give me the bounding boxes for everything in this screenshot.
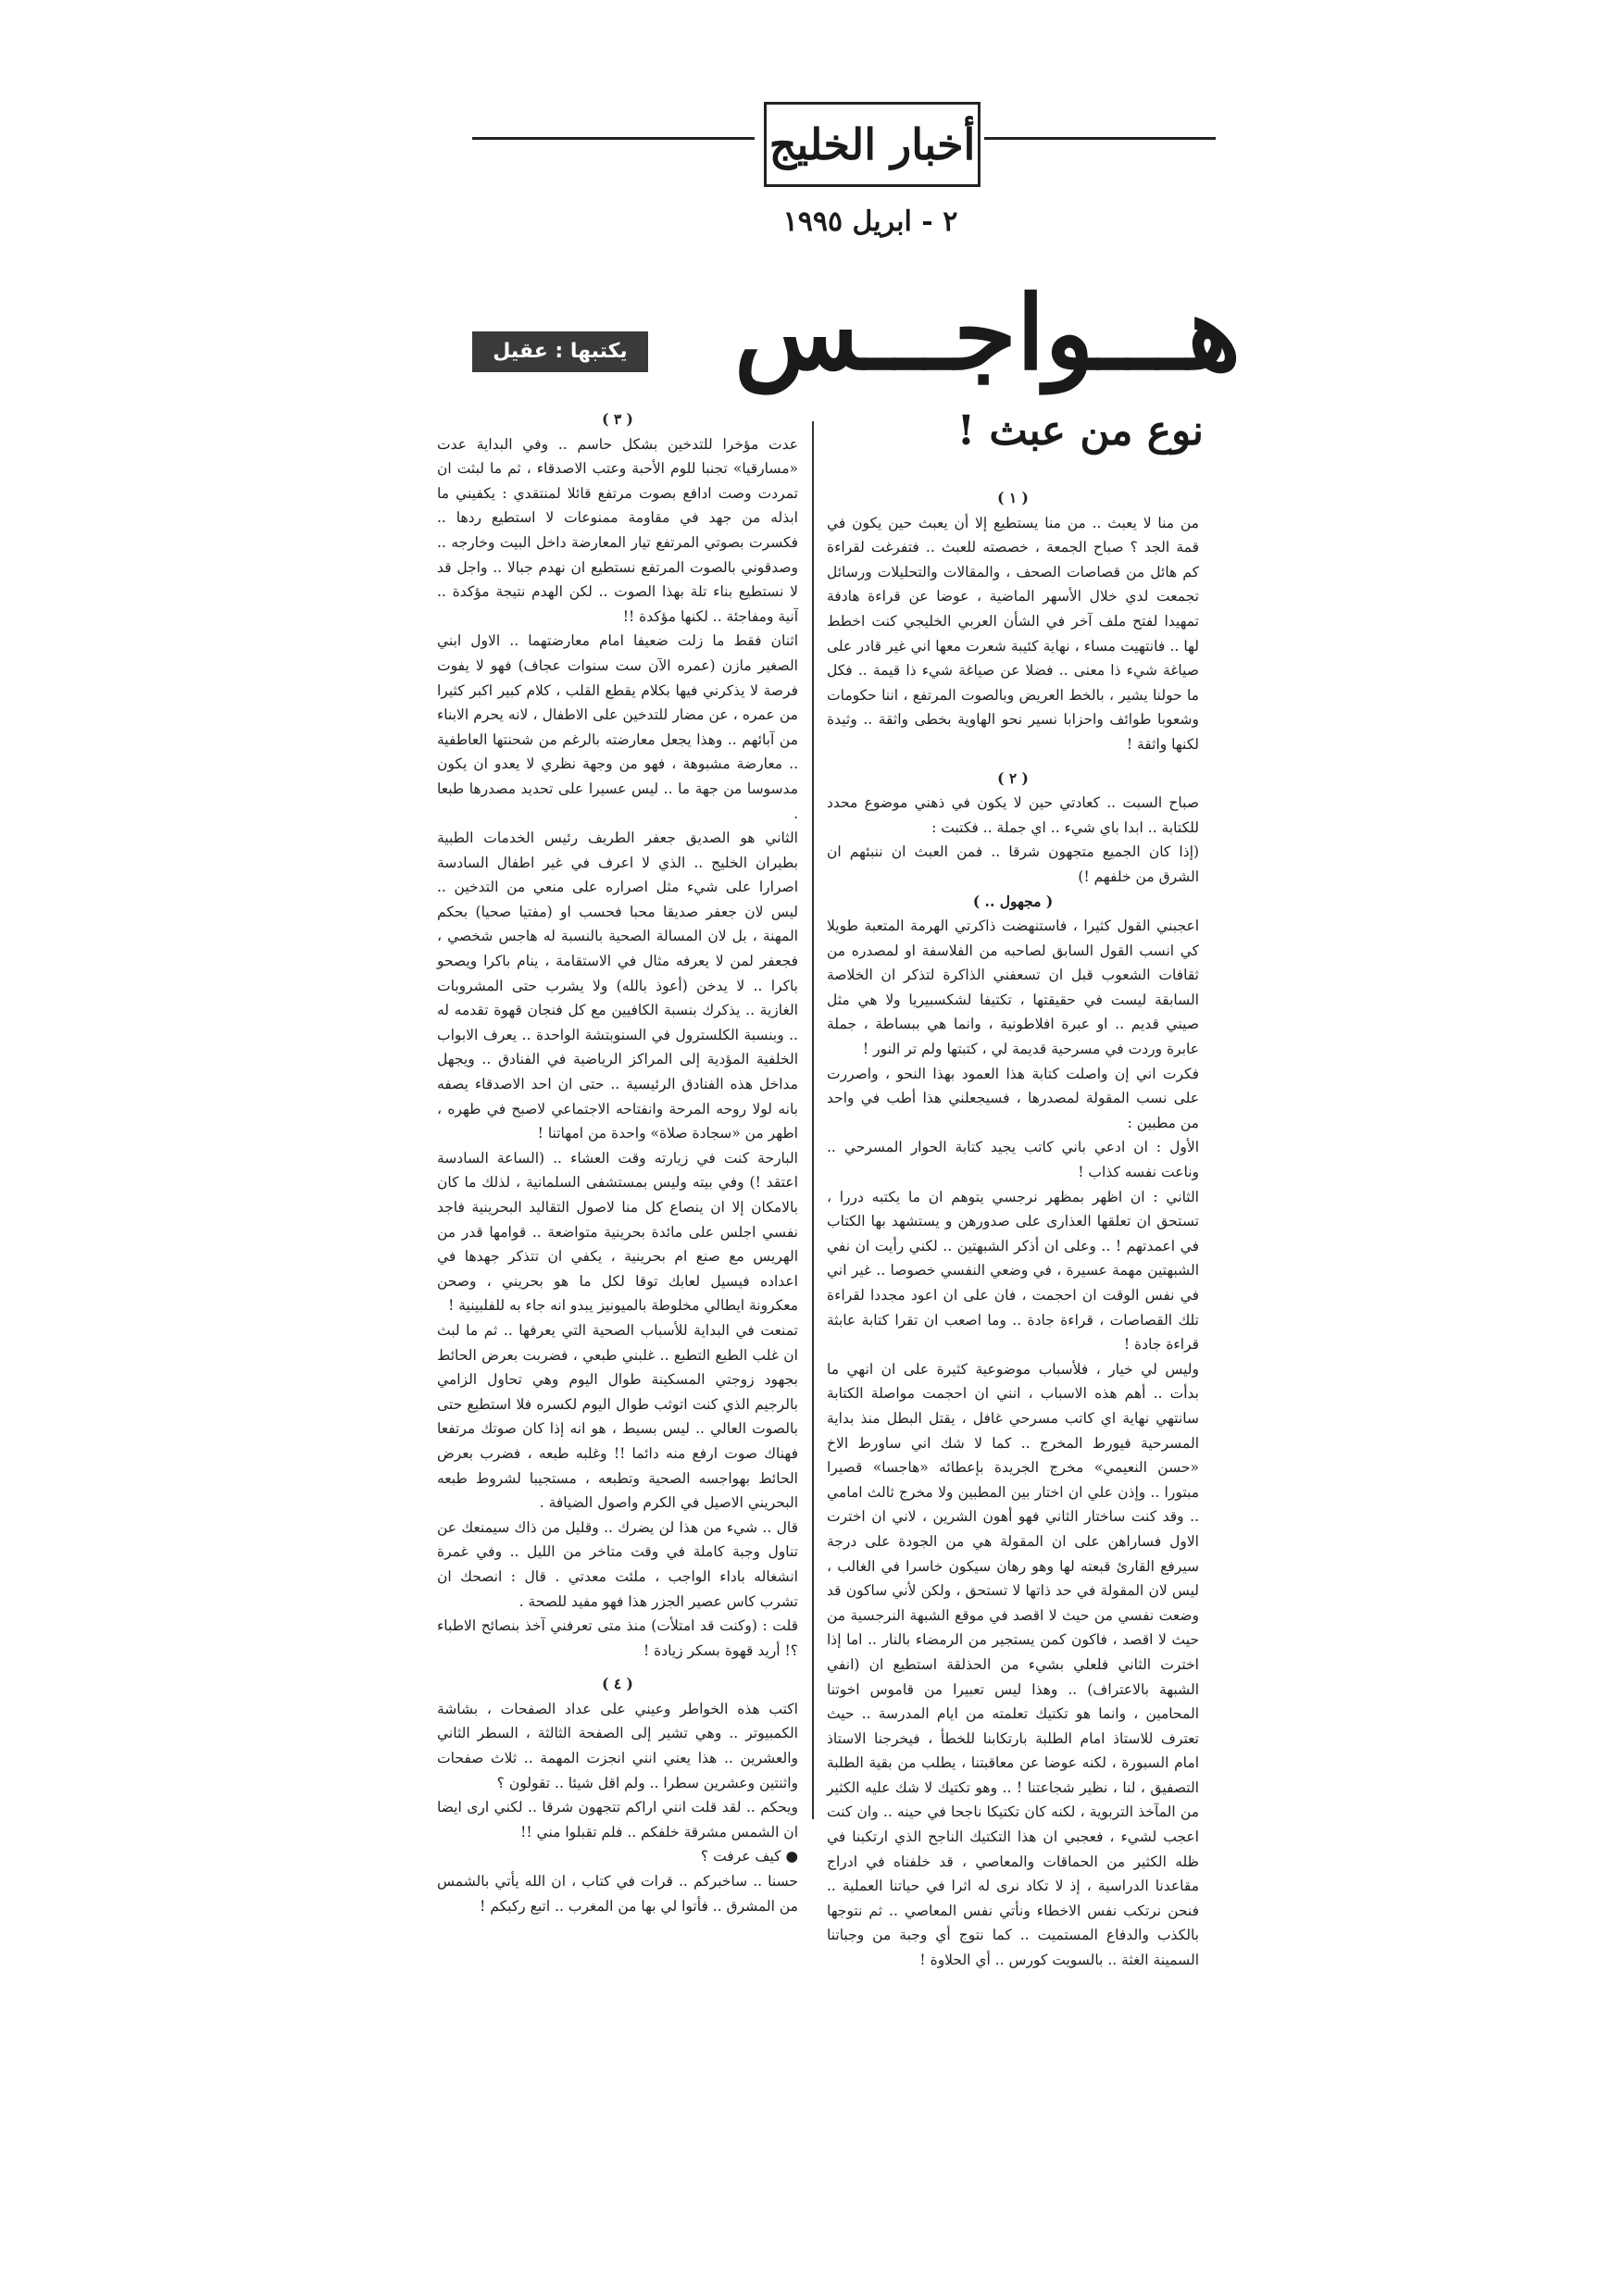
paragraph: الثاني هو الصديق جعفر الطريف رئيس الخدمات الطبية بطيران الخليج .. الذي لا اعرف في غير اطفال السادسة اصرارا على شيء مثل اصراره على منعي من التدخين .. ليس لان جعفر صديقا محبا فحسب او (مفتيا صحيا) بحكم المهنة ، بل لان المسالة الصحية بالنسبة له هاجس شخصي ، فجعفر لمن لا يعرفه مثال في الاستقامة ، ينام باكرا ويصحو باكرا .. لا يدخن (أعوذ بالله) ولا يشرب حتى المشروبات الغازية .. يذكرك بنسبة الكافيين مع كل فنجان قهوة تقدمه له .. وبنسبة الكلسترول في السنوبتشة الواحدة .. يعرف الابواب الخلفية المؤدية إلى المراكز الرياضية في الفنادق .. ويجهل مداخل هذه الفنادق الرئيسية .. حتى ان احد الاصدقاء يصفه بانه لولا روحه المرحة وانفتاحه الاجتماعي لاصبح في طهره ، اطهر من «سجادة صلاة» واحدة من امهاتنا !	[437, 830, 798, 1142]
publication-date: ٢ - ابريل ١٩٩٥	[782, 206, 958, 238]
paragraph: البارحة كنت في زيارته وقت العشاء .. (الساعة السادسة اعتقد !) وفي بيته وليس بمستشفى السلمانية ، لذلك ما كان بالامكان إلا ان ينصاع كل منا لاصول التقاليد البحرينية فاجد نفسي اجلس على مائدة بحرينية متواضعة .. قوامها قدر من الهريس مع صنع ام بحرينية ، يكفي ان تتذكر جهدها في اعداده فيسيل لعابك توقا لكل ما هو بحريني ، وصحن معكرونة ايطالي مخلوطة بالميونيز يبدو انه جاء به للفلبينية !	[437, 1149, 798, 1315]
article-column-right	[827, 486, 1199, 1973]
article-column-left	[437, 407, 798, 1918]
paragraph: الأول : ان ادعي باني كاتب يجيد كتابة الحوار المسرحي .. وناعت نفسه كذاب !	[827, 1139, 1199, 1181]
paragraph: اثنان فقط ما زلت ضعيفا امام معارضتهما .. الاول ابني الصغير مازن (عمره الآن ست سنوات عجاف) فهو لا يفوت فرصة لا يذكرني فيها بكلام يقطع القلب ، كلام كبير اكبر كثيرا من عمره ، عن مضار للتدخين على الاطفال ، لانه يحرم الابناء من آبائهم .. وهذا يجعل معارضته بالرغم من شحنتها العاطفية .. معارضة مشبوهة ، فهو من وجهة نظري لا يعدو ان يكون مدسوسا من جهة ما .. ليس عسيرا على تحديد مصدرها طبعا .	[437, 632, 798, 822]
section-number: ( ١ )	[997, 489, 1029, 506]
column-title: هـــواجـــس	[734, 273, 1241, 393]
quote: (إذا كان الجميع متجهون شرقا .. فمن العبث ان ننبئهم ان الشرق من خلفهم !)	[827, 843, 1199, 885]
bullet-line: ● كيف عرفت ؟	[437, 1844, 798, 1869]
paragraph: قال .. شيء من هذا لن يضرك .. وقليل من ذاك سيمنعك عن تناول وجبة كاملة في وقت متاخر من الليل .. وفي غمرة انشغاله باداء الواجب ، ملئت معدتي . قال : انصحك ان تشرب كاس عصير الجزر هذا فهو مفيد للصحة .	[437, 1518, 798, 1610]
paragraph: عدت مؤخرا للتدخين بشكل حاسم .. وفي البداية عدت «مسارقيا» تجنبا للوم الأحبة وعتب الاصدقاء ، ثم ما لبثت ان تمردت وصت ادافع بصوت مرتفع قائلا لمنتقدي : يكفيني ما ابذله من جهد في مقاومة ممنوعات لا استطيع ردها .. فكسرت بصوتي المرتفع تيار المعارضة داخل البيت وخارجه .. وصدقوني بالصوت المرتفع نستطيع ان نهدم جبالا .. واجل قد لا نستطيع بناء تلة بهذا الصوت .. لكن الهدم نتيجة مؤكدة .. آنية ومفاجئة .. لكنها مؤكدة !!	[437, 435, 798, 625]
section-number: ( ٢ )	[997, 768, 1029, 787]
paragraph: ويحكم .. لقد قلت انني اراكم تتجهون شرقا .. لكني ارى ايضا ان الشمس مشرقة خلفكم .. فلم تقبلوا مني !!	[437, 1799, 798, 1841]
quote-source: ( مجهول .. )	[972, 892, 1054, 910]
section-number: ( ٤ )	[602, 1675, 633, 1693]
section-2-intro: صباح السبت .. كعادتي حين لا يكون في ذهني موضوع محدد للكتابة .. ابدا باي شيء .. اي جملة .. فكتبت :	[827, 794, 1199, 836]
column-divider	[812, 421, 814, 1819]
article-title: نوع من عبث !	[956, 407, 1204, 455]
byline-box: يكتبها : عقيل سوار	[472, 331, 648, 372]
section-1-text: من منا لا يعبث .. من منا يستطيع إلا أن يعبث حين يكون في قمة الجد ؟ صباح الجمعة ، خصصته للعبث .. فتفرغت لقراءة كم هائل من قصاصات الصحف ، والمقالات والتحليلات ورسائل تجمعت لدي خلال الأسهر الماضية ، عوضا عن قراءة هادفة تمهيدا لفتح ملف آخر في الشأن العربي الخليجي كنت اخطط لها .. فانتهيت مساء ، نهاية كئيبة شعرت معها اني غير قادر على صياغة شيء ذا معنى .. فضلا عن صياغة شيء ذا قيمة .. فكل ما حولنا يشير ، بالخط العريض وبالصوت المرتفع ، اننا حكومات وشعوبا طوائف واحزابا نسير نحو الهاوية بخطى واثقة .. وثيدة لكنها واثقة !	[827, 514, 1199, 753]
paragraph: تمنعت في البداية للأسباب الصحية التي يعرفها .. ثم ما لبث ان غلب الطبع التطبع .. غلبني طبعي ، فضربت بعرض الحائط بجهود زوجتي المسكينة طوال اليوم وهي تحاول الزامي بالرجيم الذي كنت اتوثب طوال اليوم لكسره فلا استطيع حتى بالصوت العالي .. ليس بسيط ، هو انه إذا كان صوتك مرتفعا فهناك صوت ارفع منه دائما !! وغلبه طبعه ، فضرب بعرض الحائط بهواجسه الصحية وتطبعه ، مستجيبا لشروط طبعه البحريني الاصيل في الكرم واصول الضيافة .	[437, 1321, 798, 1512]
paragraph: الثاني : ان اظهر بمظهر نرجسي يتوهم ان ما يكتبه دررا ، تستحق ان تعلقها العذارى على صدورهن و يستشهد بها الكتاب في اعمدتهم ! .. وعلى ان أذكر الشبهتين .. لكني رأيت ان نفي الشبهتين مهمة عسيرة ، في وضعي النفسي خصوصا .. غير اني في نفس الوقت ان احجمت ، فان على ان اعود مجددا لقراءة تلك القصاصات ، قراءة جادة .. وما اصعب ان تقرا كتابة عابثة قراءة جادة !	[827, 1188, 1199, 1354]
paragraph: وليس لي خيار ، فلأسباب موضوعية كثيرة على ان انهي ما بدأت .. أهم هذه الاسباب ، انني ان احجمت مواصلة الكتابة سانتهي نهاية اي كاتب مسرحي غافل ، يقتل البطل منذ بداية المسرحية فيورط المخرج .. كما لا شك اني ساورط الاخ «حسن النعيمي» مخرج الجريدة بإعطائه «هاجسا» قصيرا مبتورا .. وإذن علي ان اختار بين المطبين ولا مخرج ثالث امامي .. وقد كنت ساختار الثاني فهو أهون الشرين ، لاني ان اخترت الاول فساراهن على ان المقولة هي من الجودة على درجة سيرفع القارئ قبعته لها وهو رهان سيكون خاسرا في الغالب ، ليس لان المقولة في حد ذاتها لا تستحق ، ولكن لأني ساكون قد وضعت نفسي من حيث لا اقصد في موقع الشبهة النرجسية من حيث لا اقصد ، فاكون كمن يستجير من الرمضاء بالنار .. اما إذا اخترت الثاني فلعلي بشيء من الحذلقة استطيع ان (انفي الشبهة بالاعتراف) .. وهذا ليس تعبيرا من قاموس اخوتنا المحامين ، وانما هو تكتيك تعلمته من ايام المدرسة .. حيث تعترف للاستاذ امام الطلبة بارتكابنا للخطأ ، فيخرجنا الاستاذ امام السبورة ، لكنه عوضا عن معاقبتنا ، يطلب من بقية الطلبة التصفيق ، لنا ، نظير شجاعتنا ! .. وهو تكتيك لا شك عليه الكثير من المآخذ التربوية ، لكنه كان تكتيكا ناجحا في حينه .. وان كنت اعجب لشيء ، فعجبي ان هذا التكتيك الناجح الذي ارتكبنا في ظله الكثير من الحماقات والمعاصي ، قد خلفناه في ادراج مقاعدنا الدراسية ، إذ لا تكاد نرى له اثرا في حياتنا العملية .. فنحن نرتكب نفس الاخطاء ونأتي نفس المعاصي .. ثم نتوجها بالكذب والدفاع المستميت .. كما نتوج أي وجبة من وجباتنا السمينة الغثة .. بالسويت كورس .. أي الحلاوة !	[827, 1360, 1199, 1969]
masthead-rule-left	[472, 137, 755, 140]
closing-paragraph: حسنا .. ساخبركم .. قرات في كتاب ، ان الله يأتي بالشمس من المشرق .. فأتوا لي بها من المغرب .. اتبع ركبكم !	[437, 1873, 798, 1915]
masthead-rule-right	[984, 137, 1216, 140]
newspaper-logo: أخبار الخليج	[764, 102, 981, 187]
paragraph: فكرت اني إن واصلت كتابة هذا العمود بهذا النحو ، واصررت على نسب المقولة لمصدرها ، فسيجعلني هذا أطب في واحد من مطبين :	[827, 1065, 1199, 1131]
paragraph: قلت : (وكنت قد امتلأت) منذ متى تعرفني آخذ بنصائح الاطباء ؟! أريد قهوة بسكر زيادة !	[437, 1617, 798, 1659]
section-number: ( ٣ )	[602, 410, 633, 428]
paragraph: اكتب هذه الخواطر وعيني على عداد الصفحات ، بشاشة الكمبيوتر .. وهي تشير إلى الصفحة الثالثة ، السطر الثاني والعشرين .. هذا يعني انني انجزت المهمة .. ثلاث صفحات واثنتين وعشرين سطرا .. ولم اقل شيئا .. تقولون ؟	[437, 1700, 798, 1791]
paragraph: اعجبني القول كثيرا ، فاستنهضت ذاكرتي الهرمة المتعبة طويلا كي انسب القول السابق لصاحبه من الفلاسفة او لمصدره من ثقافات الشعوب قبل ان تسعفني الذاكرة لتذكر ان الخلاصة السابقة ليست في حقيقتها ، تكتيفا لشكسبيريا ولا هي مثل صيني قديم .. او عبرة افلاطونية ، وانما هي ببساطة ، جملة عابرة وردت في مسرحية قديمة لي ، كتبتها ولم تر النور !	[827, 917, 1199, 1058]
